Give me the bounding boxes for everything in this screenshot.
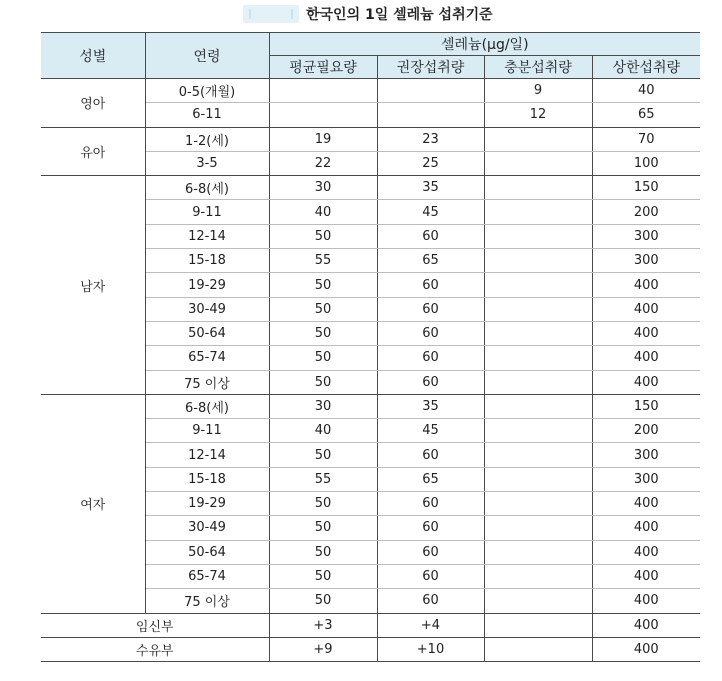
age-cell: 30-49: [145, 297, 269, 321]
age-cell: 65-74: [145, 346, 269, 370]
age-cell: 15-18: [145, 249, 269, 273]
value-cell: 60: [377, 492, 484, 516]
age-cell: 50-64: [145, 540, 269, 564]
title-bar: [0, 0, 722, 32]
value-cell: 50: [269, 492, 377, 516]
header-selenium: 셀레늄(μg/일): [269, 33, 700, 56]
value-cell: 40: [269, 419, 377, 443]
group-label: 여자: [41, 394, 145, 613]
value-cell: [484, 297, 592, 321]
value-cell: [484, 443, 592, 467]
value-cell: 400: [592, 540, 700, 564]
value-cell: 35: [377, 176, 484, 200]
table-body: [41, 79, 700, 662]
value-cell: +9: [269, 637, 377, 661]
value-cell: 50: [269, 321, 377, 345]
header-gender: 성별: [41, 33, 145, 79]
value-cell: 50: [269, 273, 377, 297]
age-cell: 75 이상: [145, 589, 269, 613]
value-cell: [484, 176, 592, 200]
value-cell: 400: [592, 564, 700, 588]
value-cell: [484, 613, 592, 637]
value-cell: [484, 273, 592, 297]
group-label: 영아: [41, 79, 145, 128]
selenium-intake-table: [41, 32, 700, 662]
value-cell: 400: [592, 297, 700, 321]
value-cell: 22: [269, 151, 377, 175]
value-cell: 19: [269, 127, 377, 151]
age-cell: 30-49: [145, 516, 269, 540]
value-cell: 30: [269, 176, 377, 200]
age-cell: 65-74: [145, 564, 269, 588]
age-cell: 0-5(개월): [145, 79, 269, 103]
value-cell: 400: [592, 273, 700, 297]
value-cell: 400: [592, 613, 700, 637]
value-cell: 50: [269, 443, 377, 467]
table-badge: [243, 5, 299, 23]
value-cell: [484, 637, 592, 661]
value-cell: 60: [377, 540, 484, 564]
value-cell: [484, 249, 592, 273]
age-cell: 9-11: [145, 419, 269, 443]
value-cell: [484, 200, 592, 224]
value-cell: 65: [377, 467, 484, 491]
value-cell: 150: [592, 176, 700, 200]
value-cell: 200: [592, 419, 700, 443]
value-cell: [484, 540, 592, 564]
age-cell: 12-14: [145, 443, 269, 467]
value-cell: 60: [377, 224, 484, 248]
value-cell: 50: [269, 370, 377, 394]
value-cell: 400: [592, 637, 700, 661]
value-cell: 150: [592, 394, 700, 418]
age-cell: 15-18: [145, 467, 269, 491]
value-cell: 400: [592, 346, 700, 370]
table-row: [41, 176, 700, 200]
age-cell: 1-2(세): [145, 127, 269, 151]
value-cell: 35: [377, 394, 484, 418]
value-cell: [484, 419, 592, 443]
value-cell: +10: [377, 637, 484, 661]
value-cell: 65: [592, 103, 700, 127]
special-label: 임신부: [41, 613, 269, 637]
value-cell: [484, 516, 592, 540]
value-cell: [484, 127, 592, 151]
value-cell: 45: [377, 200, 484, 224]
value-cell: 60: [377, 564, 484, 588]
value-cell: 60: [377, 297, 484, 321]
age-cell: 6-8(세): [145, 394, 269, 418]
header-ai: 충분섭취량: [484, 56, 592, 79]
value-cell: 300: [592, 467, 700, 491]
value-cell: [269, 103, 377, 127]
value-cell: 400: [592, 370, 700, 394]
value-cell: 400: [592, 492, 700, 516]
special-label: 수유부: [41, 637, 269, 661]
value-cell: 40: [269, 200, 377, 224]
value-cell: 60: [377, 370, 484, 394]
value-cell: [269, 79, 377, 103]
group-label: 유아: [41, 127, 145, 176]
value-cell: [484, 151, 592, 175]
table-title: 한국인의 1일 셀레늄 섭취기준: [306, 7, 493, 23]
value-cell: 60: [377, 346, 484, 370]
value-cell: 300: [592, 224, 700, 248]
value-cell: 100: [592, 151, 700, 175]
age-cell: 3-5: [145, 151, 269, 175]
value-cell: 60: [377, 516, 484, 540]
value-cell: 50: [269, 297, 377, 321]
value-cell: 12: [484, 103, 592, 127]
table-row: [41, 79, 700, 103]
value-cell: 55: [269, 249, 377, 273]
value-cell: 60: [377, 589, 484, 613]
age-cell: 6-8(세): [145, 176, 269, 200]
value-cell: [484, 321, 592, 345]
table-row: [41, 127, 700, 151]
value-cell: 55: [269, 467, 377, 491]
value-cell: 9: [484, 79, 592, 103]
value-cell: 70: [592, 127, 700, 151]
value-cell: +3: [269, 613, 377, 637]
value-cell: 40: [592, 79, 700, 103]
value-cell: [377, 79, 484, 103]
value-cell: 50: [269, 540, 377, 564]
value-cell: 50: [269, 589, 377, 613]
table-row: [41, 637, 700, 661]
value-cell: +4: [377, 613, 484, 637]
value-cell: 400: [592, 516, 700, 540]
value-cell: 30: [269, 394, 377, 418]
age-cell: 75 이상: [145, 370, 269, 394]
value-cell: 25: [377, 151, 484, 175]
value-cell: 200: [592, 200, 700, 224]
value-cell: 400: [592, 589, 700, 613]
value-cell: 60: [377, 443, 484, 467]
value-cell: [484, 394, 592, 418]
value-cell: [484, 589, 592, 613]
value-cell: [377, 103, 484, 127]
table-row: [41, 613, 700, 637]
age-cell: 12-14: [145, 224, 269, 248]
header-rni: 권장섭취량: [377, 56, 484, 79]
age-cell: 19-29: [145, 492, 269, 516]
value-cell: 300: [592, 443, 700, 467]
group-label: 남자: [41, 176, 145, 395]
table-row: [41, 394, 700, 418]
value-cell: 50: [269, 346, 377, 370]
header-age: 연령: [145, 33, 269, 79]
value-cell: 60: [377, 321, 484, 345]
age-cell: 19-29: [145, 273, 269, 297]
value-cell: 50: [269, 564, 377, 588]
value-cell: [484, 224, 592, 248]
value-cell: 300: [592, 249, 700, 273]
value-cell: 65: [377, 249, 484, 273]
value-cell: [484, 370, 592, 394]
header-ear: 평균필요량: [269, 56, 377, 79]
value-cell: [484, 492, 592, 516]
value-cell: 400: [592, 321, 700, 345]
value-cell: [484, 564, 592, 588]
value-cell: 23: [377, 127, 484, 151]
value-cell: 60: [377, 273, 484, 297]
age-cell: 6-11: [145, 103, 269, 127]
age-cell: 50-64: [145, 321, 269, 345]
value-cell: [484, 346, 592, 370]
value-cell: 50: [269, 516, 377, 540]
value-cell: 50: [269, 224, 377, 248]
header-ul: 상한섭취량: [592, 56, 700, 79]
age-cell: 9-11: [145, 200, 269, 224]
value-cell: [484, 467, 592, 491]
value-cell: 45: [377, 419, 484, 443]
